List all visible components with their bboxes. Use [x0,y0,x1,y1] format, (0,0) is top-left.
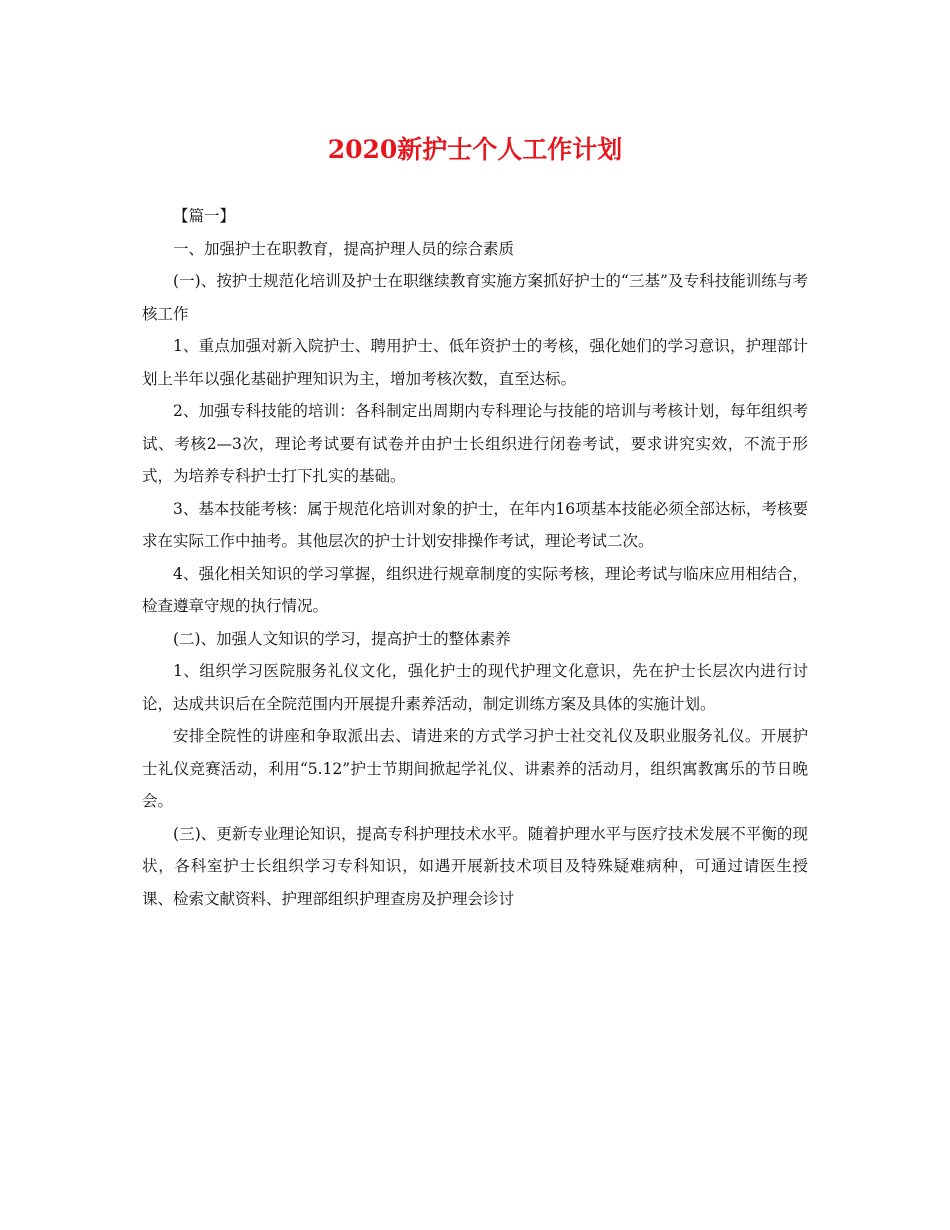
paragraph: 2、加强专科技能的培训：各科制定出周期内专科理论与技能的培训与考核计划，每年组织考试、考核2—3次，理论考试要有试卷并由护士长组织进行闭卷考试，要求讲究实效，不流于形式，为培养专科护士打下扎实的基础。 [142,402,808,485]
paragraph: 1、组织学习医院服务礼仪文化，强化护士的现代护理文化意识，先在护士长层次内进行讨论，达成共识后在全院范围内开展提升素养活动，制定训练方案及具体的实施计划。 [142,662,808,713]
document-title: 2020新护士个人工作计划 [327,135,623,164]
paragraph: 安排全院性的讲座和争取派出去、请进来的方式学习护士社交礼仪及职业服务礼仪。开展护士礼仪竞赛活动，利用“5.12”护士节期间掀起学礼仪、讲素养的活动月，组织寓教寓乐的节日晚会。 [142,727,808,810]
paragraph: 3、基本技能考核：属于规范化培训对象的护士，在年内16项基本技能必须全部达标，考核要求在实际工作中抽考。其他层次的护士计划安排操作考试，理论考试二次。 [142,499,808,550]
subheading-1: (一)、按护士规范化培训及护士在职继续教育实施方案抓好护士的“三基”及专科技能训练与考核工作 [142,272,808,323]
subheading-3: (三)、更新专业理论知识，提高专科护理技术水平。随着护理水平与医疗技术发展不平衡的现状，各科室护士长组织学习专科知识，如遇开展新技术项目及特殊疑难病种，可通过请医生授课、检索文献资料、护理部组织护理查房及护理会诊讨 [142,824,808,908]
section-heading-part-one: 【篇一】 [173,207,236,225]
paragraph: 4、强化相关知识的学习掌握，组织进行规章制度的实际考核，理论考试与临床应用相结合，检查遵章守规的执行情况。 [142,564,808,615]
subheading-2: (二)、加强人文知识的学习，提高护士的整体素养 [173,629,511,648]
heading-level-1: 一、加强护士在职教育，提高护理人员的综合素质 [173,239,515,258]
document-body [142,200,808,915]
paragraph: 1、重点加强对新入院护士、聘用护士、低年资护士的考核，强化她们的学习意识，护理部计划上半年以强化基础护理知识为主，增加考核次数，直至达标。 [142,337,808,388]
